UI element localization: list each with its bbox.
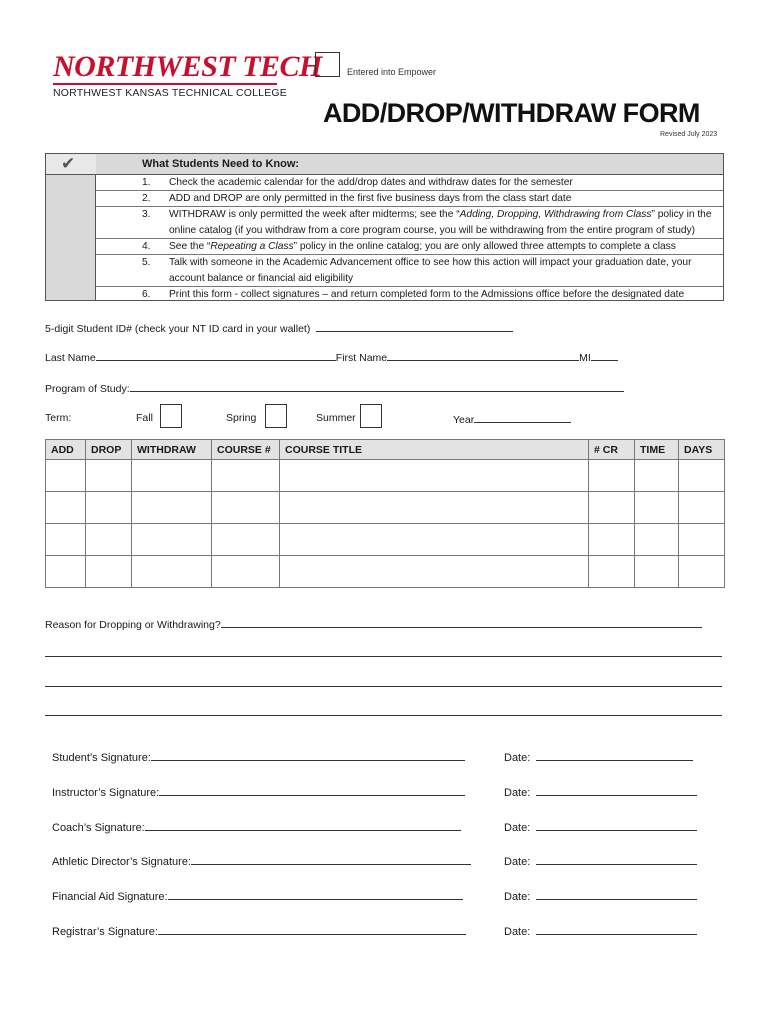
reason-line[interactable] (221, 617, 702, 628)
table-cell[interactable] (589, 524, 635, 556)
table-cell[interactable] (46, 492, 86, 524)
reason-line-2[interactable] (45, 656, 722, 657)
signature-row (52, 750, 465, 764)
signature-line[interactable] (151, 750, 465, 761)
date-row (504, 750, 693, 764)
college-name: NORTHWEST KANSAS TECHNICAL COLLEGE (53, 87, 287, 99)
date-label: Date: (504, 787, 531, 799)
date-line[interactable] (536, 785, 697, 796)
info-item-number: 1. (142, 177, 151, 188)
summer-checkbox[interactable] (360, 404, 382, 428)
reason-field (45, 617, 702, 631)
last-name-label: Last Name (45, 352, 96, 364)
table-row (46, 524, 725, 556)
column-header: DROP (86, 440, 132, 460)
table-cell[interactable] (589, 492, 635, 524)
date-line[interactable] (536, 854, 697, 865)
signature-row (52, 820, 461, 834)
info-item-text (169, 207, 719, 239)
signature-label: Financial Aid Signature: (52, 891, 168, 903)
signature-label: Student’s Signature: (52, 752, 151, 764)
page-title: ADD/DROP/WITHDRAW FORM (323, 98, 700, 128)
info-heading-row (96, 154, 723, 175)
info-item (96, 191, 723, 207)
date-label: Date: (504, 891, 531, 903)
table-cell[interactable] (46, 460, 86, 492)
date-line[interactable] (536, 820, 697, 831)
column-header: COURSE TITLE (280, 440, 589, 460)
info-text-part: Check the academic calendar for the add/drop dates and withdraw dates for the semester (169, 177, 573, 188)
date-row (504, 889, 697, 903)
table-cell[interactable] (212, 524, 280, 556)
first-name-label: First Name (335, 352, 388, 364)
info-text-part: ADD and DROP are only permitted in the first five business days from the class start date (169, 193, 572, 204)
program-field (45, 381, 624, 395)
info-heading: What Students Need to Know: (142, 158, 300, 170)
signature-label: Coach’s Signature: (52, 822, 145, 834)
column-header: WITHDRAW (132, 440, 212, 460)
signature-line[interactable] (158, 924, 466, 935)
spring-checkbox[interactable] (265, 404, 287, 428)
info-item (96, 175, 723, 191)
signature-line[interactable] (145, 820, 461, 831)
first-name-line[interactable] (387, 350, 579, 361)
info-text-part: ” policy in the online catalog; you are only allowed three attempts to complete a class (293, 241, 676, 252)
table-row (46, 492, 725, 524)
table-cell[interactable] (46, 556, 86, 588)
column-header: TIME (635, 440, 679, 460)
info-item-number: 6. (142, 289, 151, 300)
info-item (96, 207, 723, 239)
date-line[interactable] (536, 889, 697, 900)
table-cell[interactable] (132, 460, 212, 492)
table-cell[interactable] (679, 556, 725, 588)
last-name-line[interactable] (96, 350, 336, 361)
table-cell[interactable] (280, 524, 589, 556)
date-row (504, 785, 697, 799)
name-fields (45, 350, 618, 364)
info-item-text (169, 239, 719, 255)
course-table (45, 439, 725, 588)
fall-checkbox[interactable] (160, 404, 182, 428)
policy-name: Adding, Dropping, Withdrawing from Class (459, 209, 652, 220)
revision-date: Revised July 2023 (660, 131, 718, 138)
info-item (96, 255, 723, 287)
info-item-number: 3. (142, 209, 151, 220)
info-item (96, 287, 723, 302)
reason-label: Reason for Dropping or Withdrawing? (45, 619, 221, 631)
reason-line-4[interactable] (45, 715, 722, 716)
table-cell[interactable] (635, 460, 679, 492)
program-label: Program of Study: (45, 383, 130, 395)
term-label: Term: (45, 412, 72, 424)
table-cell[interactable] (280, 460, 589, 492)
table-cell[interactable] (635, 556, 679, 588)
table-cell[interactable] (46, 524, 86, 556)
date-label: Date: (504, 822, 531, 834)
signature-label: Instructor’s Signature: (52, 787, 160, 799)
info-text-part: See the “ (169, 241, 211, 252)
empower-checkbox[interactable] (315, 52, 340, 77)
column-header: # CR (589, 440, 635, 460)
table-cell[interactable] (86, 460, 132, 492)
reason-line-3[interactable] (45, 686, 722, 687)
date-row (504, 820, 697, 834)
table-cell[interactable] (86, 524, 132, 556)
table-row (46, 556, 725, 588)
info-text-part: Talk with someone in the Academic Advancement office to see how this action will impact your graduation date, your account balance or financial aid eligibility (169, 257, 692, 284)
signature-line[interactable] (191, 854, 471, 865)
signature-row (52, 889, 463, 903)
signature-line[interactable] (159, 785, 465, 796)
table-cell[interactable] (86, 492, 132, 524)
checkmark-icon: ✔ (61, 154, 76, 173)
info-text-part: Print this form - collect signatures – and return completed form to the Admissions office before the designated date (169, 289, 685, 300)
policy-name: Repeating a Class (210, 241, 294, 252)
signature-row (52, 785, 465, 799)
fall-label: Fall (136, 412, 153, 424)
table-cell[interactable] (679, 492, 725, 524)
date-label: Date: (504, 926, 531, 938)
student-id-label: 5-digit Student ID# (check your NT ID card in your wallet) (45, 323, 311, 335)
info-item-text (169, 175, 719, 191)
date-row (504, 854, 697, 868)
logo-divider (53, 83, 277, 85)
date-line[interactable] (536, 750, 693, 761)
program-line[interactable] (130, 381, 624, 392)
info-text-part: ” policy in the online catalog (if you withdraw from a core program course, you will be withdrawing from the entire program of study) (169, 209, 712, 236)
info-item-text (169, 191, 719, 207)
info-item (96, 239, 723, 255)
info-check-cell (46, 154, 96, 175)
college-logo: NORTHWEST TECH (53, 50, 322, 83)
empower-label: Entered into Empower (347, 67, 437, 77)
signature-row (52, 924, 466, 938)
column-header: ADD (46, 440, 86, 460)
column-header: COURSE # (212, 440, 280, 460)
table-cell[interactable] (280, 556, 589, 588)
date-line[interactable] (536, 924, 697, 935)
table-cell[interactable] (132, 492, 212, 524)
info-item-text (169, 287, 719, 303)
date-row (504, 924, 697, 938)
spring-label: Spring (226, 412, 257, 424)
summer-label: Summer (316, 412, 356, 424)
student-id-field[interactable] (45, 321, 513, 335)
info-text-part: WITHDRAW is only permitted the week after midterms; see the “ (169, 209, 460, 220)
table-cell[interactable] (132, 524, 212, 556)
info-item-number: 4. (142, 241, 151, 252)
table-cell[interactable] (280, 492, 589, 524)
table-cell[interactable] (589, 460, 635, 492)
table-cell[interactable] (589, 556, 635, 588)
table-cell[interactable] (679, 524, 725, 556)
mi-label: MI (579, 352, 591, 364)
date-label: Date: (504, 856, 531, 868)
table-cell[interactable] (132, 556, 212, 588)
signature-row (52, 854, 471, 868)
table-row (46, 460, 725, 492)
info-item-number: 5. (142, 257, 151, 268)
info-item-text (169, 255, 719, 287)
course-table-body (46, 460, 725, 588)
column-header: DAYS (679, 440, 725, 460)
student-id-line[interactable] (316, 321, 513, 332)
table-cell[interactable] (212, 460, 280, 492)
table-cell[interactable] (635, 524, 679, 556)
year-line[interactable] (474, 412, 571, 423)
year-field (453, 412, 571, 426)
signature-label: Athletic Director’s Signature: (52, 856, 191, 868)
info-box (45, 153, 724, 301)
table-cell[interactable] (212, 492, 280, 524)
table-cell[interactable] (212, 556, 280, 588)
course-table-header (46, 440, 725, 460)
date-label: Date: (504, 752, 531, 764)
table-cell[interactable] (86, 556, 132, 588)
mi-line[interactable] (591, 350, 618, 361)
info-check-column (46, 154, 96, 300)
year-label: Year (453, 414, 475, 426)
table-cell[interactable] (635, 492, 679, 524)
table-cell[interactable] (679, 460, 725, 492)
info-item-number: 2. (142, 193, 151, 204)
signature-label: Registrar’s Signature: (52, 926, 158, 938)
signature-line[interactable] (168, 889, 463, 900)
